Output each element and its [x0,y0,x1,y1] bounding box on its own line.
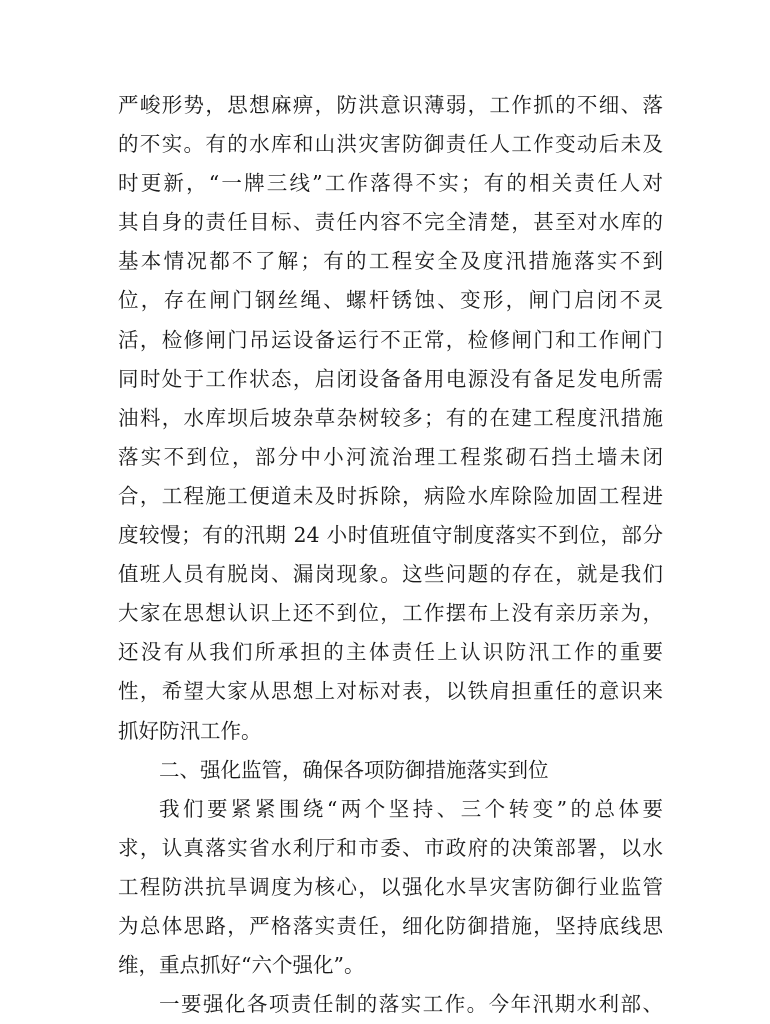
text-line: 工程防洪抗旱调度为核心，以强化水旱灾害防御行业监管 [118,874,663,899]
text-line: 其自身的责任目标、责任内容不完全清楚，甚至对水库的 [118,210,663,235]
text-line: 位，存在闸门钢丝绳、螺杆锈蚀、变形，闸门启闭不灵 [118,288,663,313]
paragraph-first-line: 一要强化各项责任制的落实工作。今年汛期水利部、 [159,992,663,1017]
text-line: 落实不到位，部分中小河流治理工程浆砌石挡土墙未闭 [118,444,663,469]
text-line: 还没有从我们所承担的主体责任上认识防汛工作的重要 [118,640,663,665]
text-line: 合，工程施工便道未及时拆除，病险水库除险加固工程进 [118,483,663,508]
text-line: 求，认真落实省水利厅和市委、市政府的决策部署，以水 [118,835,663,860]
text-line: 活，检修闸门吊运设备运行不正常，检修闸门和工作闸门 [118,327,663,352]
body-text [118,86,663,1024]
paragraph-end-line: 维，重点抓好“六个强化”。 [118,953,365,978]
paragraph-end-line: 抓好防汛工作。 [118,718,262,743]
text-line: 为总体思路，严格落实责任，细化防御措施，坚持底线思 [118,913,663,938]
text-line: 同时处于工作状态，启闭设备备用电源没有备足发电所需 [118,366,663,391]
text-line: 严峻形势，思想麻痹，防洪意识薄弱，工作抓的不细、落 [118,93,663,117]
text-line: 度较慢；有的汛期 24 小时值班值守制度落实不到位，部分 [118,523,663,548]
text-line: 大家在思想认识上还不到位，工作摆布上没有亲历亲为， [118,601,663,626]
text-line: 油料，水库坝后坡杂草杂树较多；有的在建工程度汛措施 [118,405,663,430]
text-line: 值班人员有脱岗、漏岗现象。这些问题的存在，就是我们 [118,562,663,587]
text-line: 的不实。有的水库和山洪灾害防御责任人工作变动后未及 [118,132,663,157]
text-line: 时更新，“一牌三线”工作落得不实；有的相关责任人对 [118,171,663,196]
text-line: 性，希望大家从思想上对标对表，以铁肩担重任的意识来 [118,679,663,704]
text-line: 基本情况都不了解；有的工程安全及度汛措施落实不到 [118,249,663,274]
paragraph-first-line: 我们要紧紧围绕“两个坚持、三个转变”的总体要 [159,796,663,821]
section-heading: 二、强化监管，确保各项防御措施落实到位 [159,757,549,782]
